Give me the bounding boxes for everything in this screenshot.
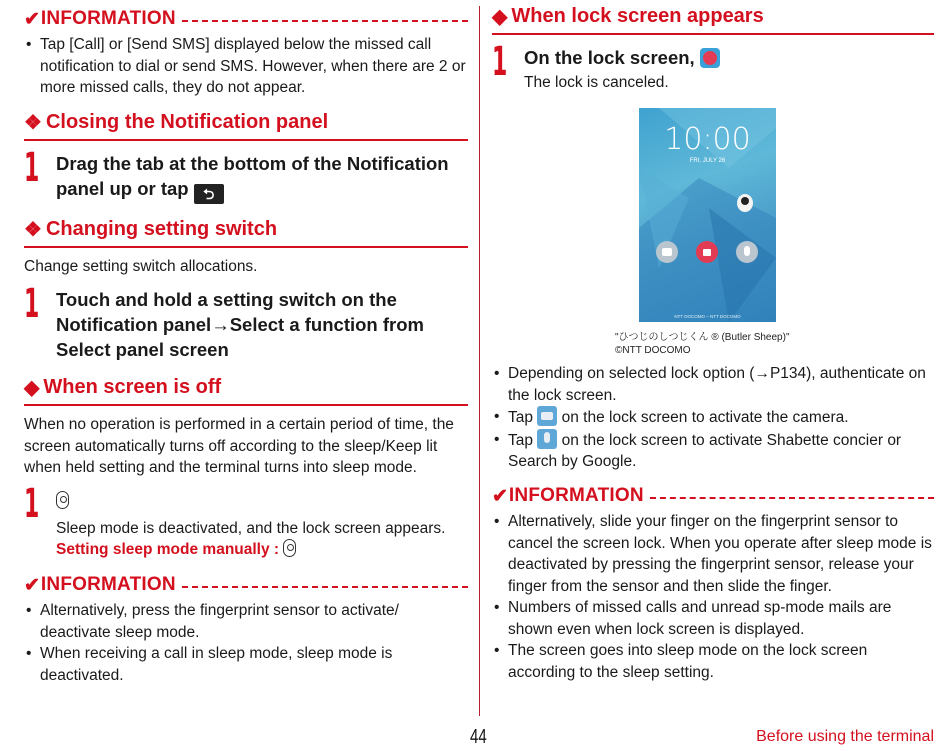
dashed-rule [182, 20, 468, 22]
information-label: INFORMATION [40, 574, 176, 595]
section-title: Changing setting switch [45, 218, 278, 240]
carrier-text: NTT DOCOMO – NTT DOCOMO [674, 314, 741, 319]
information-label: INFORMATION [40, 8, 176, 29]
section-heading [24, 375, 468, 406]
step-1 [24, 480, 468, 560]
list-item: • The screen goes into sleep mode on the lock screen according to the sleep setting. [492, 640, 934, 683]
step-description: Sleep mode is deactivated, and the lock screen appears. [56, 519, 446, 537]
check-icon: ✔ [24, 574, 40, 596]
caption-line: ©NTT DOCOMO [615, 345, 691, 356]
list-text: Tap [508, 409, 533, 426]
lock-icon [696, 241, 718, 263]
step-1 [24, 145, 468, 204]
dashed-rule [182, 586, 468, 588]
section-heading [24, 110, 468, 141]
list-text: on the lock screen to activate Shabette concier or Search by Google. [508, 431, 902, 470]
list-item: • Alternatively, slide your finger on the fingerprint sensor to cancel the screen lock. When you operate after sleep mode is deactivated by pressing the fingerprint sensor, release your finger from the sensor and then slide the finger. [492, 511, 934, 597]
information-box-1 [24, 6, 468, 99]
manual-sleep-note [56, 539, 468, 560]
section-heading [492, 4, 934, 35]
step-number: 1 [492, 39, 508, 85]
list-item: • When receiving a call in sleep mode, sleep mode is deactivated. [24, 643, 468, 686]
page-number: 44 [470, 726, 487, 748]
diamond-icon: ◆ [492, 6, 508, 28]
screen-off-section [24, 375, 468, 560]
diamond-flower-icon: ❖ [24, 219, 42, 241]
section-intro: Change setting switch allocations. [24, 258, 258, 275]
section-title: When lock screen appears [511, 5, 764, 27]
microphone-icon [736, 241, 758, 263]
list-item [492, 406, 934, 429]
date-text: FRI, JULY 26 [689, 158, 726, 164]
changing-switch-section [24, 217, 468, 362]
dashed-rule [650, 497, 934, 499]
list-item: • Numbers of missed calls and unread sp-mode mails are shown even when lock screen is displayed. [492, 597, 934, 640]
step-number: 1 [24, 280, 40, 327]
lock-screen-illustration [639, 108, 776, 322]
section-title: When screen is off [43, 376, 222, 398]
step-1 [24, 280, 468, 362]
manual-sleep-label: Setting sleep mode manually : [56, 540, 280, 558]
list-item: • Alternatively, press the fingerprint sensor to activate/ deactivate sleep mode. [24, 600, 468, 643]
closing-panel-section [24, 110, 468, 204]
information-label: INFORMATION [508, 485, 644, 506]
column-divider [479, 6, 480, 716]
step-1 [492, 39, 934, 93]
camera-icon [537, 406, 557, 426]
check-icon: ✔ [492, 485, 508, 507]
step-title: Drag the tab at the bottom of the Notification panel up or tap [56, 153, 449, 199]
information-header [24, 572, 468, 598]
back-icon: ⮌ [194, 184, 224, 204]
sheep-icon [737, 194, 753, 212]
chapter-footer: Before using the terminal [756, 728, 934, 745]
lock-icon [700, 48, 720, 68]
microphone-icon [537, 429, 557, 449]
step-number: 1 [24, 480, 40, 527]
list-item: • Tap [Call] or [Send SMS] displayed below the missed call notification to dial or send SMS. However, when there are 2 or more missed calls, they do not appear. [24, 34, 468, 99]
lock-screen-section [492, 4, 934, 93]
lock-screen-bullets [492, 361, 934, 473]
information-box-2 [24, 572, 468, 686]
power-key-icon [283, 539, 296, 557]
information-header [492, 483, 934, 509]
list-text: Tap [508, 431, 533, 449]
information-list [492, 511, 934, 683]
diamond-flower-icon: ❖ [24, 112, 42, 134]
list-text: on the lock screen to activate the camera. [561, 409, 849, 426]
list-item [492, 429, 934, 473]
diamond-icon: ◆ [24, 377, 40, 399]
information-header [24, 6, 468, 32]
step-number: 1 [24, 145, 40, 191]
step-description: The lock is canceled. [524, 74, 669, 91]
caption-line: "ひつじのしつじくん ® (Butler Sheep)" [615, 332, 790, 343]
section-heading [24, 217, 468, 248]
camera-icon [656, 241, 678, 263]
power-key-icon [56, 491, 69, 509]
bullet-list [492, 363, 934, 473]
step-title: Touch and hold a setting switch on the Notification panel→Select a function from Select panel screen [56, 288, 424, 360]
clock-text: 10:00 [664, 122, 751, 157]
information-box-3 [492, 483, 934, 683]
section-title: Closing the Notification panel [45, 111, 329, 133]
check-icon: ✔ [24, 8, 40, 30]
step-title: On the lock screen, [524, 47, 695, 68]
section-paragraph: When no operation is performed in a certain period of time, the screen automatically turns off according to the sleep/Keep lit when held setting and the terminal turns into sleep mode. [24, 416, 454, 476]
image-caption [615, 331, 790, 357]
information-list [24, 600, 468, 686]
information-list [24, 34, 468, 99]
list-item: • Depending on selected lock option (→P134), authenticate on the lock screen. [492, 363, 934, 406]
